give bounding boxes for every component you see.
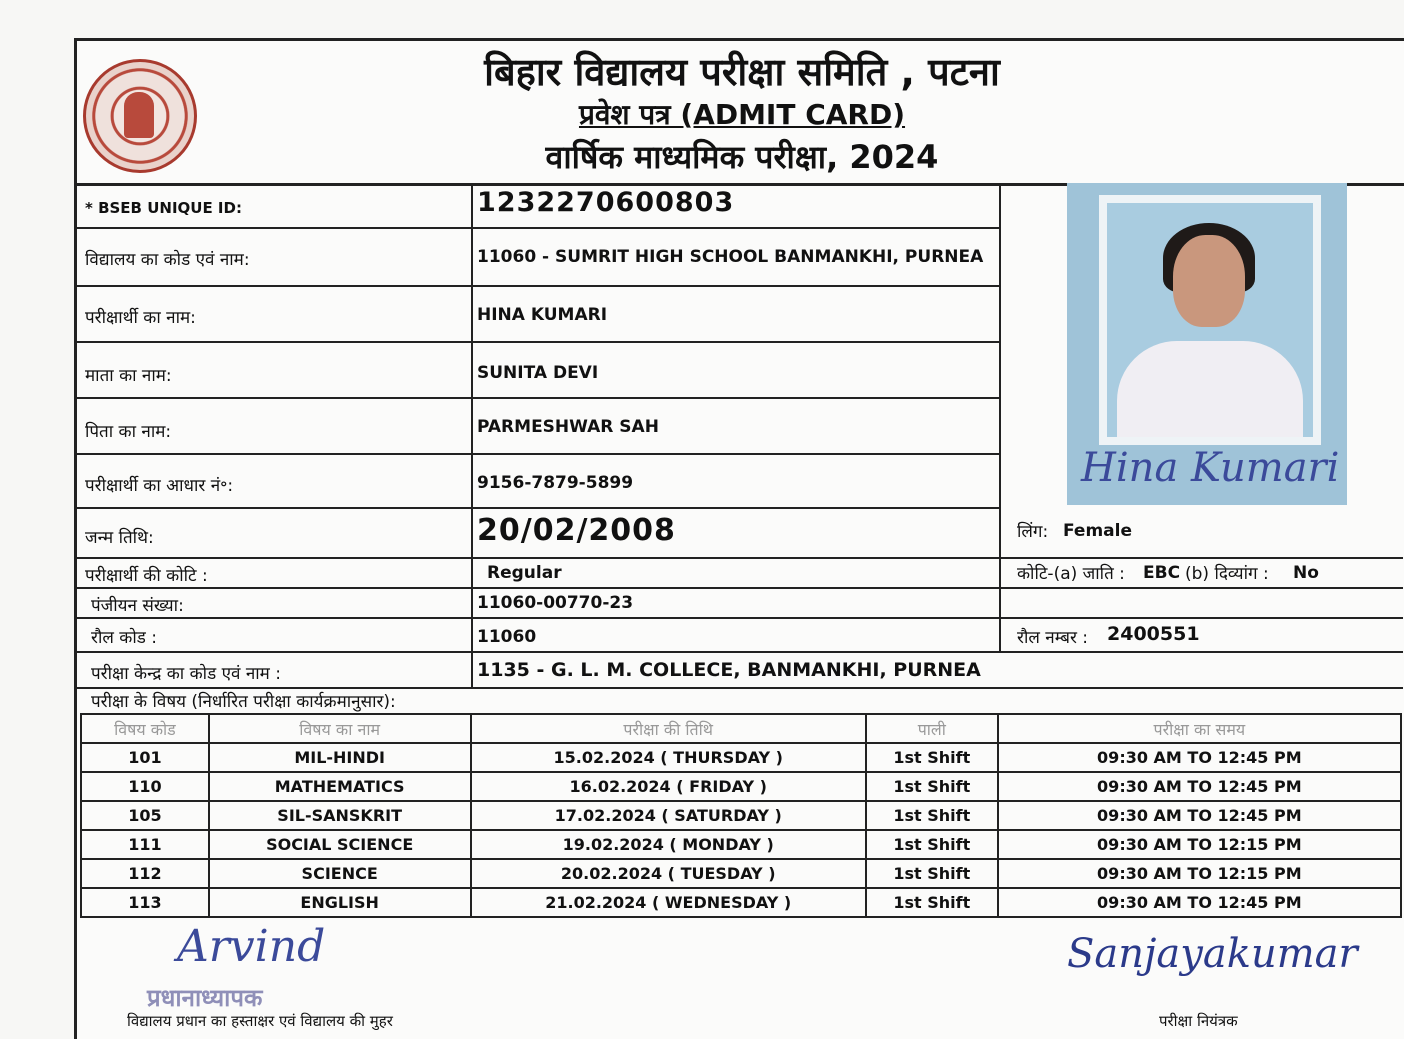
aadhar-value: 9156-7879-5899 xyxy=(477,473,634,493)
uid-label: * BSEB UNIQUE ID: xyxy=(85,199,242,217)
exam-time: 09:30 AM TO 12:45 PM xyxy=(998,743,1401,772)
exam-date: 19.02.2024 ( MONDAY ) xyxy=(471,830,866,859)
subject-code: 113 xyxy=(81,888,209,917)
student-photo xyxy=(1067,183,1347,505)
subject-name: MIL-HINDI xyxy=(209,743,471,772)
name-label: परीक्षार्थी का नाम: xyxy=(85,308,196,328)
table-row xyxy=(81,772,1401,801)
divider xyxy=(999,183,1001,507)
reg-label: पंजीयन संख्या: xyxy=(91,596,184,616)
category-row xyxy=(77,559,1403,589)
card-title: प्रवेश पत्र (ADMIT CARD) xyxy=(578,98,906,131)
shift: 1st Shift xyxy=(866,772,998,801)
table-row xyxy=(81,801,1401,830)
exam-date: 20.02.2024 ( TUESDAY ) xyxy=(471,859,866,888)
centre-row xyxy=(77,653,1403,689)
reg-value: 11060-00770-23 xyxy=(477,593,634,613)
col-header: विषय कोड xyxy=(81,714,209,743)
subject-name: SIL-SANSKRIT xyxy=(209,801,471,830)
shift: 1st Shift xyxy=(866,743,998,772)
mother-value: SUNITA DEVI xyxy=(477,363,599,383)
controller-label: परीक्षा नियंत्रक xyxy=(1159,1012,1238,1030)
school-value: 11060 - SUMRIT HIGH SCHOOL BANMANKHI, PURNEA xyxy=(477,247,984,267)
dob-row xyxy=(77,509,1403,559)
shift: 1st Shift xyxy=(866,859,998,888)
col-header: पाली xyxy=(866,714,998,743)
centre-value: 1135 - G. L. M. COLLECE, BANMANKHI, PURNEA xyxy=(477,659,981,681)
exam-time: 09:30 AM TO 12:45 PM xyxy=(998,888,1401,917)
table-row xyxy=(81,830,1401,859)
exam-date: 21.02.2024 ( WEDNESDAY ) xyxy=(471,888,866,917)
exam-date: 17.02.2024 ( SATURDAY ) xyxy=(471,801,866,830)
principal-signature: Arvind xyxy=(177,921,326,972)
rollno-label: रौल नम्बर : xyxy=(1017,628,1089,648)
exam-date: 15.02.2024 ( THURSDAY ) xyxy=(471,743,866,772)
rollcode-value: 11060 xyxy=(477,627,537,647)
board-title: बिहार विद्यालय परीक्षा समिति , पटना xyxy=(484,50,1000,94)
principal-signature-label: विद्यालय प्रधान का हस्ताक्षर एवं विद्यालय की मुहर xyxy=(127,1012,393,1030)
table-row xyxy=(81,888,1401,917)
roll-row xyxy=(77,619,1403,653)
exam-time: 09:30 AM TO 12:15 PM xyxy=(998,830,1401,859)
subject-name: SCIENCE xyxy=(209,859,471,888)
shift: 1st Shift xyxy=(866,888,998,917)
name-row xyxy=(77,287,999,343)
controller-signature: Sanjayakumar xyxy=(1067,931,1358,977)
table-row xyxy=(81,859,1401,888)
card-header xyxy=(77,41,1404,186)
centre-label: परीक्षा केन्द्र का कोड एवं नाम : xyxy=(91,664,281,684)
caste-label: कोटि-(a) जाति : xyxy=(1017,564,1125,584)
col-header: परीक्षा का समय xyxy=(998,714,1401,743)
subject-code: 111 xyxy=(81,830,209,859)
subjects-table xyxy=(80,713,1402,918)
exam-time: 09:30 AM TO 12:15 PM xyxy=(998,859,1401,888)
shift: 1st Shift xyxy=(866,830,998,859)
mother-label: माता का नाम: xyxy=(85,366,172,386)
subject-code: 112 xyxy=(81,859,209,888)
divyang-label: (b) दिव्यांग : xyxy=(1185,564,1269,584)
subject-code: 110 xyxy=(81,772,209,801)
dob-value: 20/02/2008 xyxy=(477,513,676,548)
admit-card xyxy=(74,38,1404,1039)
exam-time: 09:30 AM TO 12:45 PM xyxy=(998,772,1401,801)
category-value: Regular xyxy=(487,563,562,583)
subject-code: 101 xyxy=(81,743,209,772)
name-value: HINA KUMARI xyxy=(477,305,608,325)
table-row xyxy=(81,743,1401,772)
student-signature: Hina Kumari xyxy=(1081,445,1340,491)
aadhar-row xyxy=(77,455,999,509)
exam-date: 16.02.2024 ( FRIDAY ) xyxy=(471,772,866,801)
exam-title: वार्षिक माध्यमिक परीक्षा, 2024 xyxy=(545,138,939,176)
uid-row xyxy=(77,183,999,229)
reg-row xyxy=(77,589,1403,619)
category-label: परीक्षार्थी की कोटि : xyxy=(85,566,208,586)
father-value: PARMESHWAR SAH xyxy=(477,417,659,437)
father-row xyxy=(77,399,999,455)
principal-stamp: प्रधानाध्यापक xyxy=(147,984,263,1012)
col-header: विषय का नाम xyxy=(209,714,471,743)
father-label: पिता का नाम: xyxy=(85,422,172,442)
school-row xyxy=(77,229,999,287)
table-header-row xyxy=(81,714,1401,743)
subjects-label: परीक्षा के विषय (निर्धारित परीक्षा कार्यक्रमानुसार): xyxy=(91,692,396,712)
uid-value: 1232270600803 xyxy=(477,187,735,218)
rollcode-label: रौल कोड : xyxy=(91,628,157,648)
divyang-value: No xyxy=(1293,563,1319,583)
subject-name: MATHEMATICS xyxy=(209,772,471,801)
dob-label: जन्म तिथि: xyxy=(85,528,154,548)
subject-code: 105 xyxy=(81,801,209,830)
gender-value: Female xyxy=(1063,521,1132,541)
aadhar-label: परीक्षार्थी का आधार नं॰: xyxy=(85,476,234,496)
gender-label: लिंग: xyxy=(1017,522,1049,542)
rollno-value: 2400551 xyxy=(1107,623,1200,645)
subject-name: ENGLISH xyxy=(209,888,471,917)
mother-row xyxy=(77,343,999,399)
col-header: परीक्षा की तिथि xyxy=(471,714,866,743)
shift: 1st Shift xyxy=(866,801,998,830)
school-label: विद्यालय का कोड एवं नाम: xyxy=(85,250,250,270)
caste-value: EBC xyxy=(1143,563,1181,583)
subject-name: SOCIAL SCIENCE xyxy=(209,830,471,859)
exam-time: 09:30 AM TO 12:45 PM xyxy=(998,801,1401,830)
